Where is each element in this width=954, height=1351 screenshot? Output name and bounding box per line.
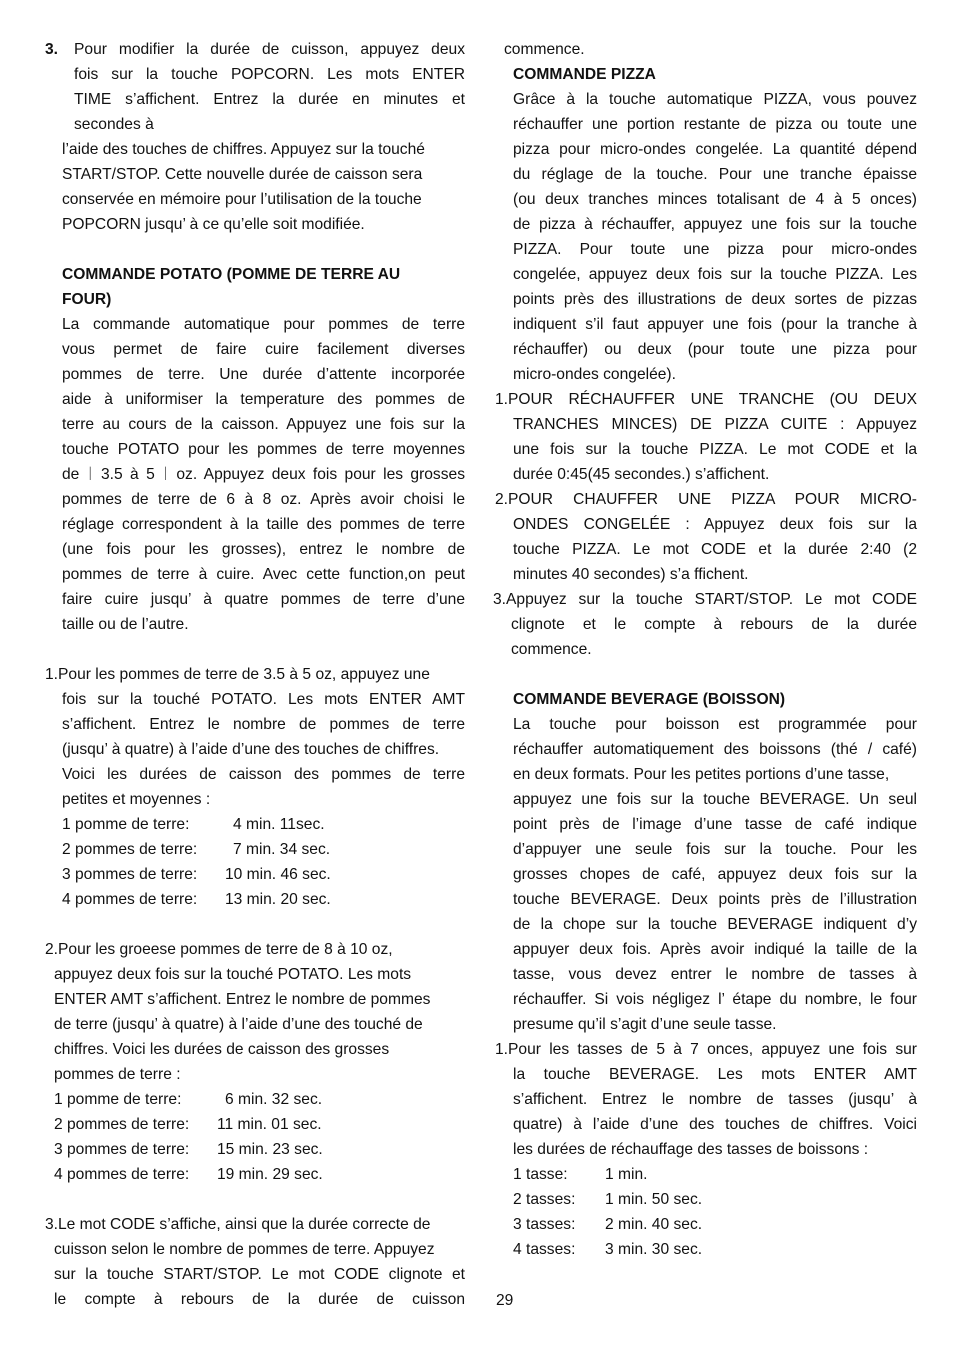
potato-heading: COMMANDE POTATO (POMME DE TERRE AU (62, 266, 401, 283)
table-value: 1 min. 50 sec. (605, 1191, 703, 1208)
text-line: sur la touche START/STOP. Le mot CODE clignote et (54, 1266, 465, 1283)
text-line: POPCORN jusqu’ à ce qu’elle soit modifiée. (62, 216, 365, 233)
text-line: touche PIZZA. Le mot CODE et la durée 2:40 (2 (513, 541, 917, 558)
text-line: faire cuire jusqu’ à quatre pommes de terre d’une (62, 591, 465, 608)
text-line: appuyez deux fois sur la touché POTATO. Les mots (54, 966, 412, 983)
text-line: terre au cours de la caisson. Appuyez une fois sur la (62, 416, 465, 433)
text-line: pommes de terre. Une durée d’attente incorporée (62, 366, 465, 383)
text-line: Pour modifier la durée de cuisson, appuyez deux (74, 41, 465, 58)
table-row (45, 837, 465, 862)
table-value: 13 min. 20 sec. (225, 891, 331, 908)
text-line: aide à uniformiser la temperature des pommes de (62, 391, 465, 408)
text-line: pizza pour micro-ondes congelée. La quantité dépend (513, 141, 917, 158)
potato-step-3 (45, 1212, 465, 1312)
text-line: cuisson selon le nombre de pommes de terre. Appuyez (54, 1241, 435, 1258)
text-line: ONDES CONGELÉE : Appuyez deux fois sur la (513, 516, 917, 533)
table-value: 6 min. 32 sec. (225, 1091, 323, 1108)
text-line: 1.POUR RÉCHAUFFER UNE TRANCHE (OU DEUX (495, 391, 917, 408)
text-line: TIME s’affichent. Entrez la durée en minutes et (74, 91, 465, 108)
table-row (45, 1087, 465, 1112)
table-label: 2 pommes de terre: (54, 1116, 190, 1133)
text-line: réchauffer une portion restante de pizza ou toute une (513, 116, 917, 133)
table-value: 10 min. 46 sec. (225, 866, 331, 883)
potato-large-table (45, 1087, 465, 1187)
pizza-step-1 (495, 387, 917, 487)
text-line: pommes de terre : (54, 1066, 181, 1083)
text-line: taille ou de l’autre. (62, 616, 189, 633)
text-line: (une fois pour les grosses), entrez le nombre de (62, 541, 465, 558)
text-line: de︱3.5 à 5︱oz. Appuyez deux fois pour les grosses (62, 466, 465, 483)
table-label: 2 pommes de terre: (62, 841, 198, 858)
text-line: en deux formats. Pour les petites portions d’une tasse, (513, 766, 890, 783)
beverage-heading: COMMANDE BEVERAGE (BOISSON) (513, 691, 786, 708)
text-line: appuyez une fois sur la touche BEVERAGE. Un seul (513, 791, 917, 808)
table-row (45, 1112, 465, 1137)
text-line: point près de l’image d’une tasse de café indique (513, 816, 917, 833)
table-label: 1 pomme de terre: (62, 816, 190, 833)
text-line: START/STOP. Cette nouvelle durée de caisson sera (62, 166, 423, 183)
text-line: micro-ondes congelée). (513, 366, 676, 383)
potato-medium-table (45, 812, 465, 912)
text-line: durée 0:45(45 secondes.) s’affichent. (513, 466, 770, 483)
text-line: d’appuyer une seule fois sur la touche. Pour les (513, 841, 917, 858)
table-label: 1 tasse: (513, 1166, 568, 1183)
table-row (495, 1187, 917, 1212)
table-label: 2 tasses: (513, 1191, 576, 1208)
text-line: les durées de réchauffage des tasses de boissons : (513, 1141, 869, 1158)
pizza-step-2 (495, 487, 917, 587)
table-label: 4 pommes de terre: (54, 1166, 190, 1183)
table-value: 2 min. 40 sec. (605, 1216, 703, 1233)
text-line: 1.Pour les tasses de 5 à 7 onces, appuyez une fois sur (495, 1041, 917, 1058)
text-line: réchauffer. Si vois négligez l’ étape du nombre, le four (513, 991, 917, 1008)
text-line: secondes à (74, 116, 154, 133)
table-value: 3 min. 30 sec. (605, 1241, 703, 1258)
text-line: clignote et le compte à rebours de la durée (511, 616, 917, 633)
text-line: petites et moyennes : (62, 791, 211, 808)
text-line: de terre (jusqu’ à quatre) à l’aide d’une des touché de (54, 1016, 423, 1033)
text-line: de la chope sur la touche BEVERAGE indiquent d’y (513, 916, 917, 933)
text-line: Voici les durées de caisson des pommes de terre (62, 766, 465, 783)
text-line: l’aide des touches de chiffres. Appuyez sur la touché (62, 141, 425, 158)
table-row (45, 862, 465, 887)
page-number: 29 (496, 1292, 514, 1309)
potato-heading-cont: FOUR) (62, 291, 112, 308)
text-line: presume qu’il s’agit d’une seule tasse. (513, 1016, 777, 1033)
text-line: grosses chopes de café, appuyez deux fois sur la (513, 866, 917, 883)
text-line: s’affichent. Entrez le nombre de pommes de terre (62, 716, 465, 733)
text-line: points près des illustrations de deux sortes de pizzas (513, 291, 917, 308)
table-value: 4 min. 11sec. (233, 816, 325, 833)
beverage-section (495, 687, 917, 1262)
text-line: 1.Pour les pommes de terre de 3.5 à 5 oz, appuyez une (45, 666, 430, 683)
popcorn-step-3 (45, 37, 465, 237)
text-line: pommes de terre à cuire. Avec cette function,on peut (62, 566, 465, 583)
table-row (45, 887, 465, 912)
table-value: 15 min. 23 sec. (217, 1141, 323, 1158)
beverage-step-1 (495, 1037, 917, 1262)
text-line: la touche BEVERAGE. Les mots ENTER AMT (513, 1066, 917, 1083)
right-column (495, 37, 917, 1262)
popcorn-step-3-number: 3. (45, 41, 59, 58)
text-line: La touche pour boisson est programmée pour (513, 716, 917, 733)
text-line: du réglage de la touche. Pour une tranche épaisse (513, 166, 917, 183)
text-line: indiquent s’il faut appuyer une fois (pour la tranche à (513, 316, 917, 333)
text-line: le compte à rebours de la durée de cuisson (54, 1291, 465, 1308)
text-line: congelée, appuyez deux fois sur la touche PIZZA. Les (513, 266, 917, 283)
text-line: PIZZA. Pour toute une pizza pour micro-ondes (513, 241, 917, 258)
pizza-heading: COMMANDE PIZZA (513, 66, 656, 83)
table-row (45, 812, 465, 837)
pizza-section (495, 62, 917, 662)
text-line: conservée en mémoire pour l’utilisation de la touche (62, 191, 422, 208)
text-line: 3.Appuyez sur la touche START/STOP. Le mot CODE (493, 591, 917, 608)
table-label: 3 pommes de terre: (54, 1141, 190, 1158)
text-line: minutes 40 secondes) s’a ffichent. (513, 566, 749, 583)
table-value: 19 min. 29 sec. (217, 1166, 323, 1183)
table-label: 3 tasses: (513, 1216, 576, 1233)
beverage-table (495, 1162, 917, 1262)
potato-section (45, 262, 465, 1312)
table-row (495, 1237, 917, 1262)
continuation-text: commence. (504, 41, 585, 58)
table-row (45, 1137, 465, 1162)
text-line: (ou deux tranches minces totalisant de 4 à 5 onces) (513, 191, 917, 208)
table-row (495, 1212, 917, 1237)
text-line: touche BEVERAGE. Deux points près de l’illustration (513, 891, 917, 908)
text-line: fois sur la touche POPCORN. Les mots ENTER (74, 66, 465, 83)
text-line: tasse, vous devez entrer le nombre de tasses à (513, 966, 917, 983)
table-row (45, 1162, 465, 1187)
text-line: une fois sur la touche PIZZA. Le mot CODE et la (513, 441, 917, 458)
text-line: 2.POUR CHAUFFER UNE PIZZA POUR MICRO- (495, 491, 917, 508)
table-label: 4 pommes de terre: (62, 891, 198, 908)
table-value: 1 min. (605, 1166, 648, 1183)
pizza-step-3 (495, 587, 917, 662)
text-line: ENTER AMT s’affichent. Entrez le nombre de pommes (54, 991, 431, 1008)
text-line: quatre) à l’aide d’une des touches de chiffres. Voici (513, 1116, 917, 1133)
text-line: de pizza à réchauffer, appuyez une fois sur la touche (513, 216, 917, 233)
potato-step-2 (45, 937, 465, 1187)
text-line: Grâce à la touche automatique PIZZA, vous pouvez (513, 91, 917, 108)
text-line: 3.Le mot CODE s’affiche, ainsi que la durée correcte de (45, 1216, 431, 1233)
table-label: 4 tasses: (513, 1241, 576, 1258)
left-column (45, 37, 465, 1312)
potato-step-1 (45, 662, 465, 912)
table-value: 11 min. 01 sec. (217, 1116, 322, 1133)
text-line: s’affichent. Entrez le nombre de tasses (jusqu’ à (513, 1091, 917, 1108)
text-line: (jusqu’ à quatre) à l’aide d’une des touches de chiffres. (62, 741, 440, 758)
text-line: 2.Pour les groeese pommes de terre de 8 à 10 oz, (45, 941, 393, 958)
text-line: commence. (511, 641, 592, 658)
text-line: réchauffer) ou deux (pour toute une pizza pour (513, 341, 917, 358)
text-line: La commande automatique pour pommes de terre (62, 316, 465, 333)
text-line: TRANCHES MINCES) DE PIZZA CUITE : Appuyez (513, 416, 917, 433)
text-line: fois sur la touché POTATO. Les mots ENTER AMT (62, 691, 465, 708)
text-line: vous permet de faire cuire facilement diverses (62, 341, 465, 358)
table-row (495, 1162, 917, 1187)
text-line: réchauffer automatiquement des boissons (thé / café) (513, 741, 917, 758)
text-line: touche POTATO pour les pommes de terre moyennes (62, 441, 465, 458)
table-label: 3 pommes de terre: (62, 866, 198, 883)
text-line: chiffres. Voici les durées de caisson des grosses (54, 1041, 390, 1058)
table-value: 7 min. 34 sec. (233, 841, 331, 858)
text-line: pommes de terre de 6 à 8 oz. Après avoir choisi le (62, 491, 465, 508)
table-label: 1 pomme de terre: (54, 1091, 182, 1108)
text-line: appuyer deux fois. Après avoir indiqué la taille de la (513, 941, 917, 958)
text-line: réglage correspondent à la taille des pommes de terre (62, 516, 465, 533)
